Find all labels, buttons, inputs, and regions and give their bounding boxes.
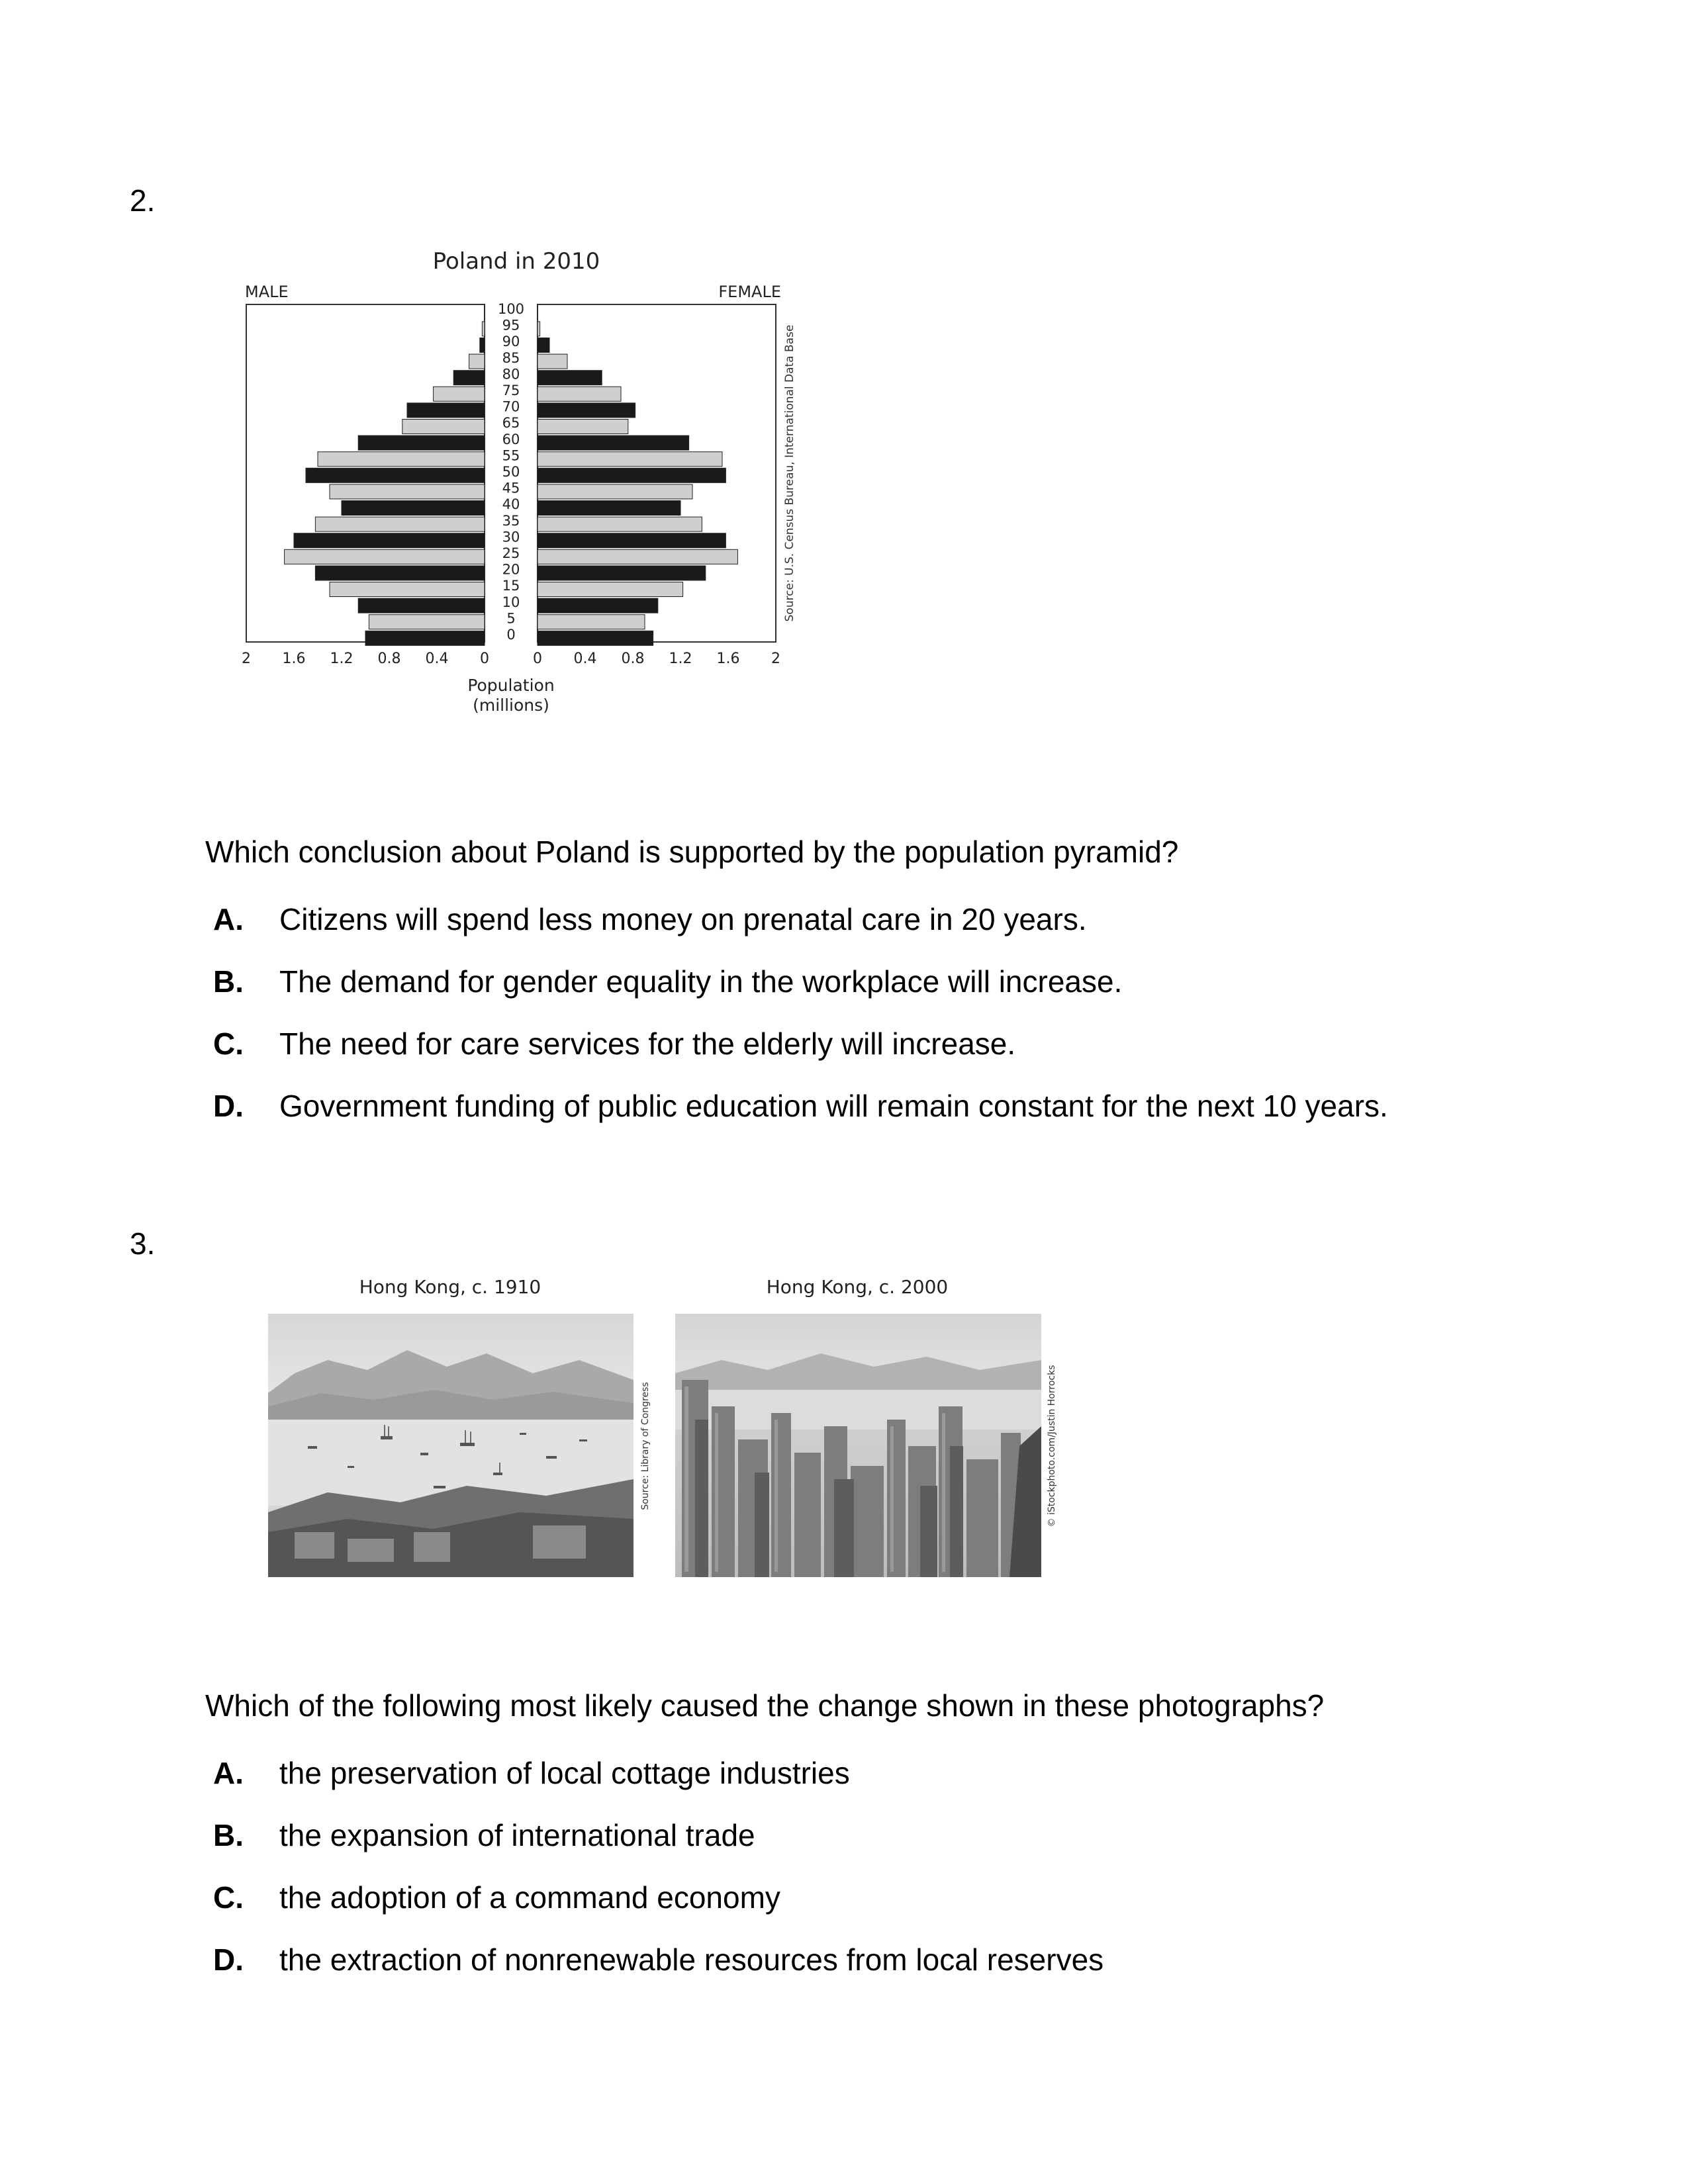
answer-option[interactable]	[213, 1755, 850, 1791]
female-bar-25-29	[538, 549, 737, 564]
option-text: the expansion of international trade	[279, 1818, 755, 1852]
age-tick-label: 35	[502, 512, 520, 529]
population-pyramid-chart	[225, 238, 821, 728]
age-tick-label: 25	[502, 545, 520, 561]
age-tick-label: 95	[502, 317, 520, 334]
hong-kong-2000-photo	[675, 1314, 1041, 1577]
female-bar-10-14	[538, 598, 658, 613]
female-x-tick-label: 0.4	[573, 651, 597, 667]
female-bar-55-59	[538, 452, 722, 467]
male-bar-55-59	[318, 452, 485, 467]
age-tick-label: 65	[502, 415, 520, 432]
female-bar-0-4	[538, 631, 653, 645]
age-tick-label: 15	[502, 578, 520, 594]
male-bar-95-99	[482, 322, 485, 336]
age-tick-label: 75	[502, 383, 520, 398]
option-text: the preservation of local cottage industries	[279, 1756, 850, 1790]
male-bar-60-64	[358, 435, 485, 450]
option-letter: B.	[213, 1818, 244, 1852]
male-bar-5-9	[369, 615, 485, 629]
female-label: FEMALE	[718, 283, 781, 301]
option-letter: B.	[213, 964, 244, 999]
chart-title: Poland in 2010	[432, 248, 600, 275]
female-x-tick-label: 0.8	[621, 651, 645, 667]
male-bar-45-49	[330, 484, 485, 499]
male-x-tick-label: 0.8	[377, 651, 401, 667]
option-text: Citizens will spend less money on prenatal care in 20 years.	[279, 902, 1087, 936]
male-x-tick-label: 0	[480, 651, 489, 667]
option-text: the adoption of a command economy	[279, 1880, 780, 1915]
female-bar-70-74	[538, 403, 635, 418]
male-bar-50-54	[306, 468, 485, 482]
male-x-tick-label: 1.2	[330, 651, 353, 667]
age-tick-label: 5	[506, 610, 516, 627]
female-bar-95-99	[538, 322, 540, 336]
option-text: The demand for gender equality in the workplace will increase.	[279, 964, 1123, 999]
age-tick-label: 45	[502, 480, 520, 496]
answer-option[interactable]	[213, 1817, 755, 1853]
answer-option[interactable]	[213, 901, 1087, 937]
female-bar-80-84	[538, 371, 602, 385]
male-bar-70-74	[407, 403, 485, 418]
female-bar-50-54	[538, 468, 726, 482]
chart-source: Source: U.S. Census Bureau, International Data Base	[783, 324, 796, 622]
male-x-tick-label: 2	[242, 651, 251, 667]
x-axis-label-units: (millions)	[473, 696, 549, 715]
female-bar-75-79	[538, 387, 621, 401]
male-bar-40-44	[342, 501, 485, 516]
male-bar-25-29	[285, 549, 485, 564]
photo-credit: Source: Library of Congress	[640, 1382, 651, 1510]
age-tick-label: 20	[502, 561, 520, 578]
photo-caption: Hong Kong, c. 1910	[359, 1276, 541, 1298]
male-bar-65-69	[402, 420, 485, 434]
option-letter: C.	[213, 1880, 244, 1915]
question-stem: Which conclusion about Poland is supported by the population pyramid?	[205, 835, 1179, 869]
male-bar-75-79	[434, 387, 485, 401]
female-x-tick-label: 2	[771, 651, 780, 667]
option-letter: D.	[213, 1089, 244, 1123]
female-bar-30-34	[538, 533, 726, 548]
age-tick-label: 100	[497, 301, 525, 317]
female-bar-90-94	[538, 338, 549, 353]
option-text: Government funding of public education will remain constant for the next 10 years.	[279, 1089, 1388, 1123]
option-letter: A.	[213, 902, 244, 936]
age-tick-label: 90	[502, 334, 520, 350]
age-tick-label: 30	[502, 529, 520, 545]
female-bar-85-89	[538, 354, 567, 369]
male-x-tick-label: 0.4	[425, 651, 449, 667]
photo-caption: Hong Kong, c. 2000	[766, 1276, 949, 1298]
male-bar-80-84	[453, 371, 485, 385]
male-bar-35-39	[315, 517, 485, 531]
answer-option[interactable]	[213, 964, 1122, 999]
female-bar-65-69	[538, 420, 628, 434]
male-bar-15-19	[330, 582, 485, 597]
male-bar-0-4	[365, 631, 485, 645]
male-bar-30-34	[294, 533, 485, 548]
option-text: The need for care services for the elderly will increase.	[279, 1026, 1016, 1061]
option-letter: D.	[213, 1942, 244, 1977]
question-stem: Which of the following most likely caused the change shown in these photographs?	[205, 1688, 1325, 1723]
answer-option[interactable]	[213, 1880, 780, 1915]
age-tick-label: 0	[506, 627, 516, 643]
female-bar-40-44	[538, 501, 680, 516]
photo-credit: © iStockphoto.com/Justin Horrocks	[1047, 1365, 1057, 1527]
answer-option[interactable]	[213, 1942, 1103, 1978]
male-x-tick-label: 1.6	[282, 651, 306, 667]
male-bar-10-14	[358, 598, 485, 613]
female-x-tick-label: 1.6	[716, 651, 740, 667]
female-bar-60-64	[538, 435, 689, 450]
female-x-tick-label: 1.2	[669, 651, 692, 667]
male-bar-90-94	[480, 338, 485, 353]
age-tick-label: 70	[502, 398, 520, 415]
option-letter: C.	[213, 1026, 244, 1061]
female-bar-45-49	[538, 484, 692, 499]
age-tick-label: 60	[502, 431, 520, 447]
hong-kong-1910-photo	[268, 1314, 633, 1577]
option-letter: A.	[213, 1756, 244, 1790]
female-bar-15-19	[538, 582, 683, 597]
question-number: 3.	[130, 1226, 156, 1261]
age-tick-label: 50	[502, 464, 520, 480]
age-tick-label: 80	[502, 366, 520, 383]
female-bar-5-9	[538, 615, 645, 629]
question-number: 2.	[130, 183, 156, 218]
x-axis-label: Population	[467, 676, 555, 695]
answer-option[interactable]	[213, 1088, 1388, 1124]
male-bar-85-89	[469, 354, 485, 369]
age-tick-label: 85	[502, 349, 520, 366]
answer-option[interactable]	[213, 1026, 1015, 1062]
female-bar-20-24	[538, 566, 706, 580]
age-tick-label: 40	[502, 496, 520, 513]
male-bar-20-24	[315, 566, 485, 580]
male-label: MALE	[245, 283, 289, 301]
age-tick-label: 55	[502, 447, 520, 464]
age-tick-label: 10	[502, 594, 520, 610]
female-x-tick-label: 0	[533, 651, 542, 667]
female-bar-35-39	[538, 517, 702, 531]
option-text: the extraction of nonrenewable resources from local reserves	[279, 1942, 1104, 1977]
